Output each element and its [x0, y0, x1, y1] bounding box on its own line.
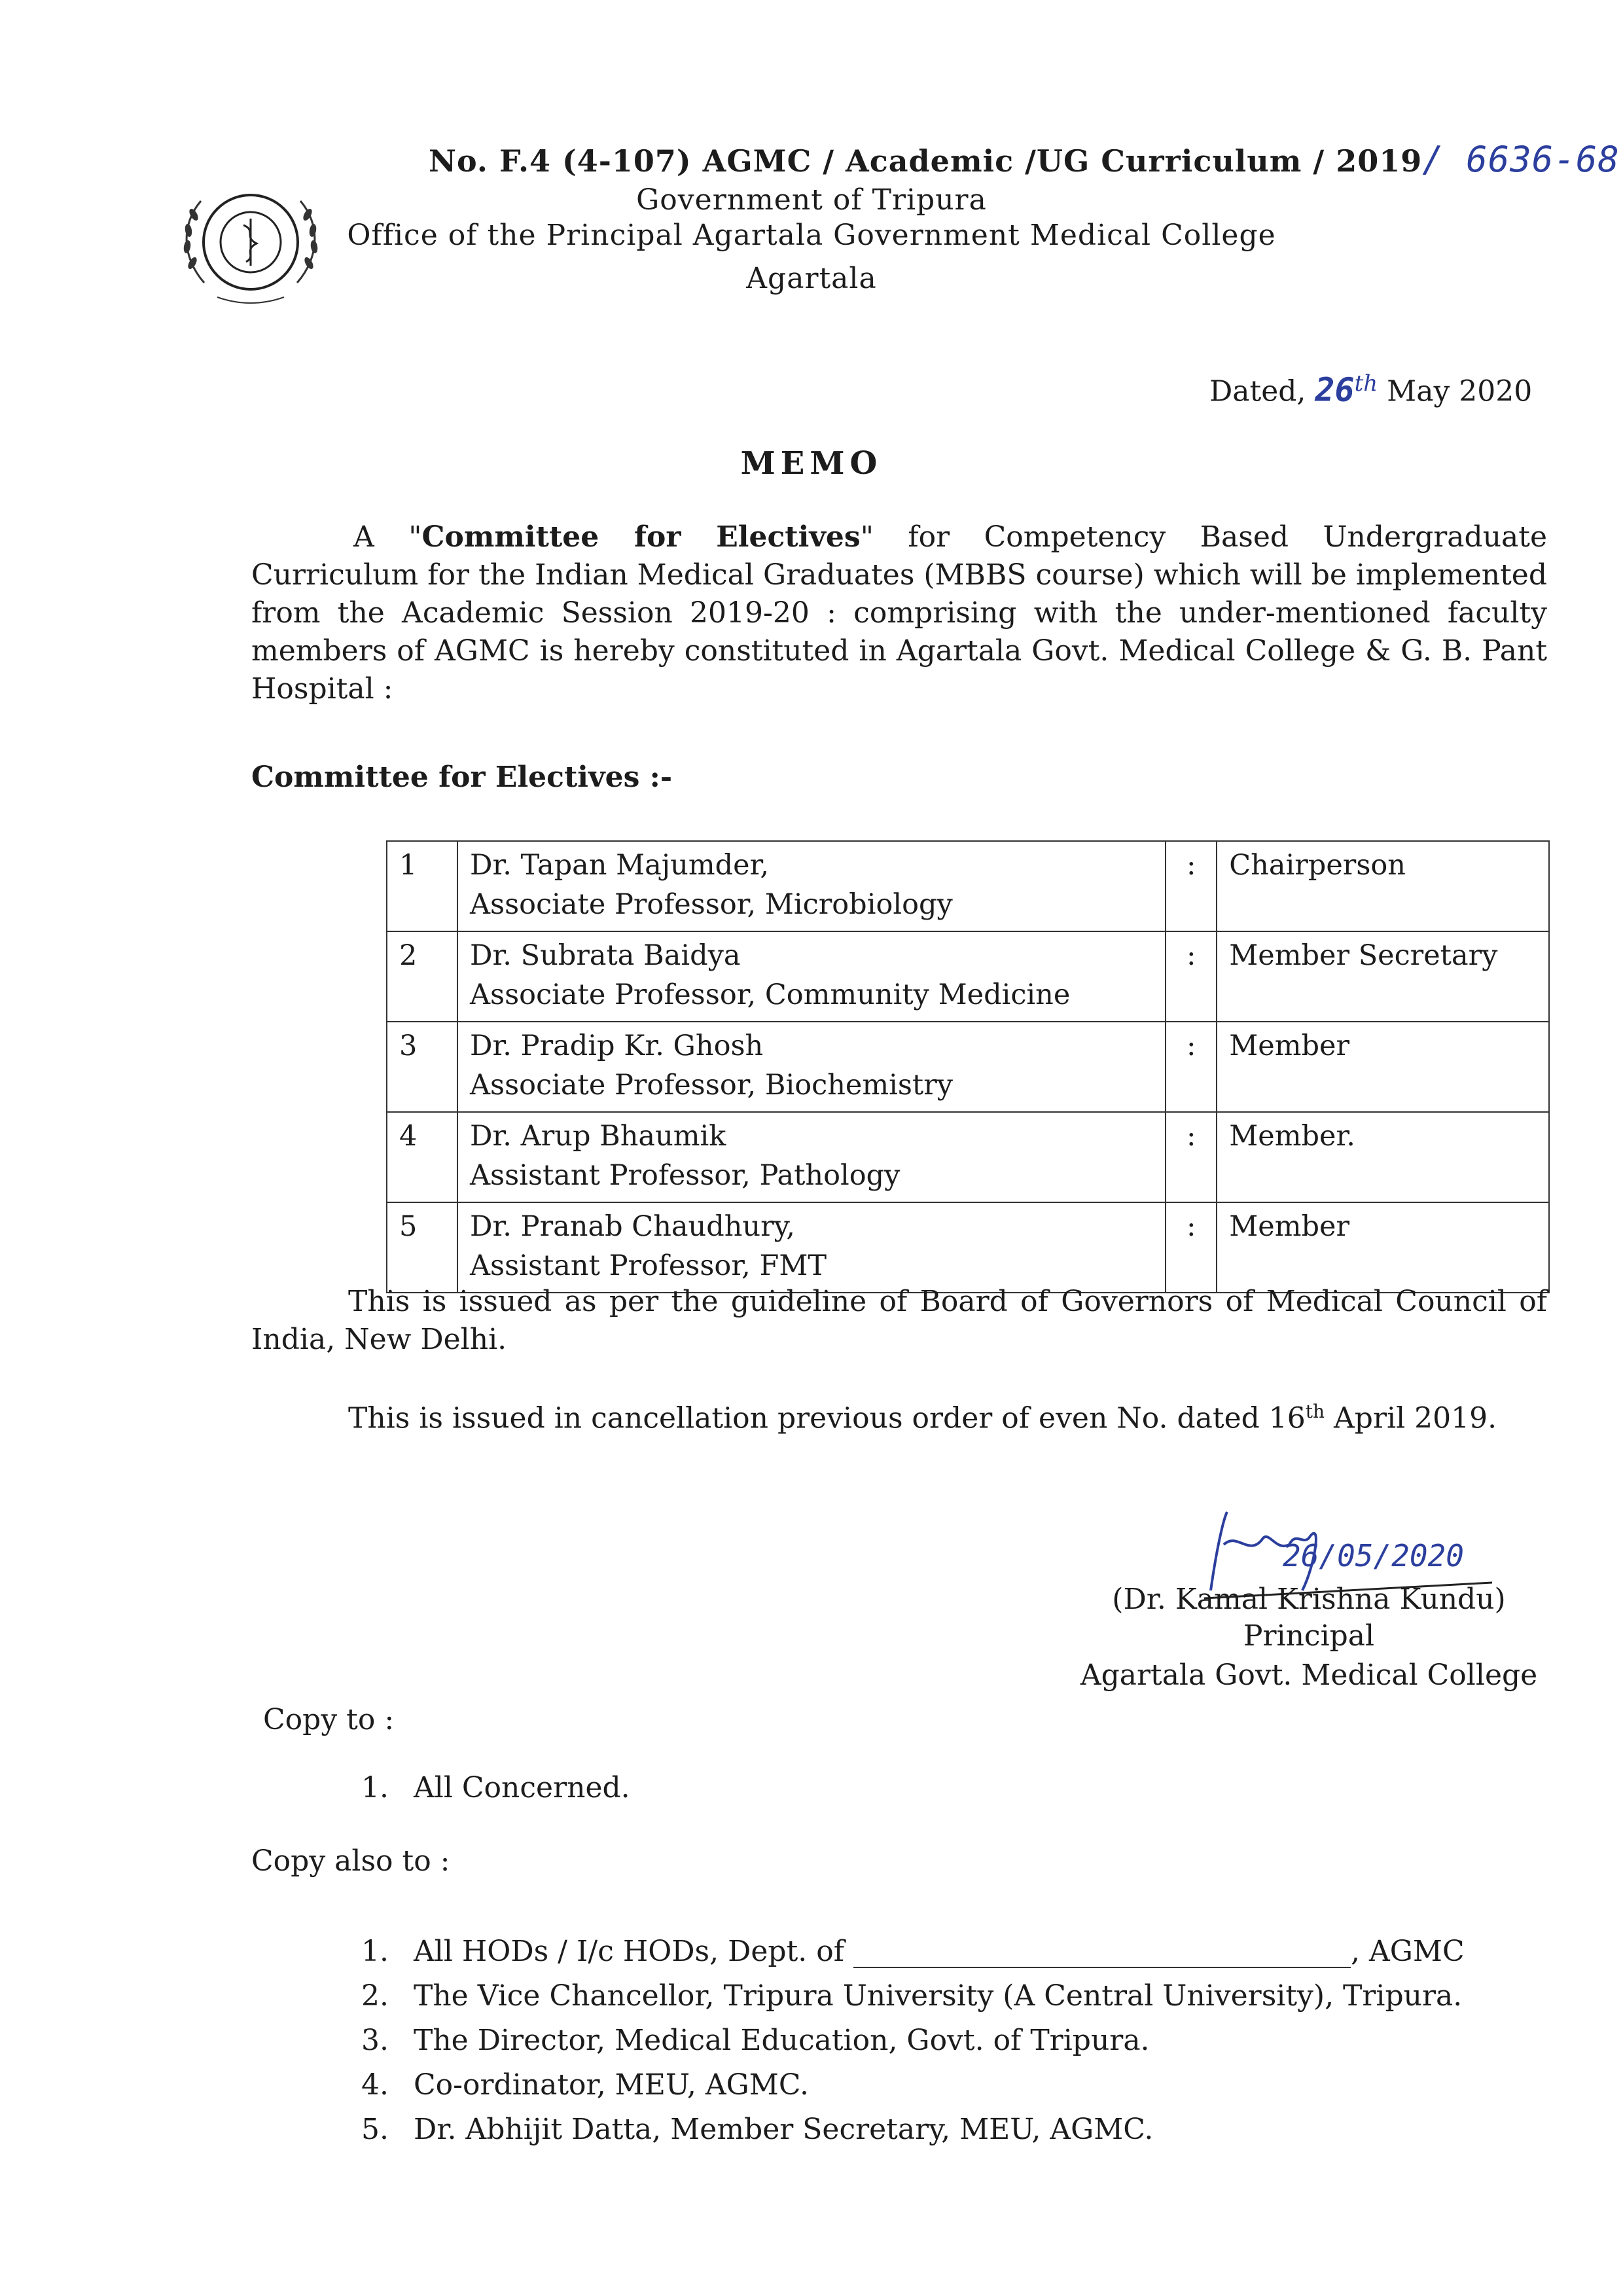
separator: : — [1166, 1022, 1217, 1112]
copy-to-label: Copy to : — [263, 1703, 395, 1736]
member-name: Dr. Pradip Kr. Ghosh — [470, 1030, 764, 1062]
copy-to-item-number: 1. — [361, 1771, 389, 1804]
copy-also-to-label: Copy also to : — [251, 1844, 450, 1878]
memo-title: MEMO — [740, 445, 883, 482]
member-cell — [457, 841, 1166, 931]
signature-date-handwritten: 26/05/2020 — [1283, 1538, 1464, 1573]
row-number: 4 — [387, 1112, 457, 1202]
copy-also-item-text: Dr. Abhijit Datta, Member Secretary, MEU, AGMC. — [413, 2113, 1154, 2146]
committee-table — [386, 840, 1550, 1293]
member-role: Member — [1217, 1202, 1549, 1293]
copy-also-item-number: 4. — [361, 2068, 389, 2102]
copy-also-item — [361, 1935, 1465, 1968]
member-cell — [457, 1202, 1166, 1293]
member-cell — [457, 1022, 1166, 1112]
date-day-handwritten: 26 — [1315, 370, 1355, 409]
member-role: Chairperson — [1217, 841, 1549, 931]
table-row — [387, 1022, 1549, 1112]
member-cell — [457, 1112, 1166, 1202]
committee-heading: Committee for Electives :- — [251, 761, 673, 794]
table-row — [387, 1202, 1549, 1293]
intro-part1: A " — [353, 520, 422, 554]
copy-also-item-suffix: , AGMC — [1351, 1935, 1465, 1968]
date-prefix: Dated, — [1209, 374, 1306, 408]
copy-to-item-text: All Concerned. — [413, 1771, 630, 1804]
separator: : — [1166, 841, 1217, 931]
signatory-organisation: Agartala Govt. Medical College — [1080, 1659, 1538, 1692]
date-month-year: May 2020 — [1387, 374, 1533, 408]
row-number: 3 — [387, 1022, 457, 1112]
header-office: Office of the Principal Agartala Government Medical College — [347, 219, 1276, 252]
member-designation: Associate Professor, Community Medicine — [470, 978, 1071, 1011]
copy-also-item-number: 5. — [361, 2113, 389, 2146]
note-cancellation-text: This is issued in cancellation previous order of even No. dated 16 — [348, 1401, 1306, 1435]
table-row — [387, 1112, 1549, 1202]
intro-bold: Committee for Electives — [421, 520, 861, 554]
member-name: Dr. Arup Bhaumik — [470, 1120, 726, 1153]
copy-also-item — [361, 2024, 1150, 2057]
separator: : — [1166, 1112, 1217, 1202]
member-designation: Assistant Professor, FMT — [470, 1249, 827, 1282]
member-cell — [457, 931, 1166, 1022]
note-cancellation-sup: th — [1305, 1401, 1325, 1422]
header-government: Government of Tripura — [636, 183, 987, 217]
reference-handwritten: / 6636-68 — [1422, 139, 1620, 180]
intro-part2: " for Competency Based Undergraduate Curriculum for the Indian Medical Graduates (MBBS course) which will be implemented from the Academic Session 2019-20 : comprising with the under-mentioned faculty members of AGMC is hereby constituted in Agartala Govt. Medical College & G. B. Pant Hospital : — [251, 520, 1547, 706]
table-row — [387, 841, 1549, 931]
copy-also-item-text: The Director, Medical Education, Govt. of Tripura. — [413, 2024, 1150, 2057]
separator: : — [1166, 1202, 1217, 1293]
member-name: Dr. Tapan Majumder, — [470, 849, 770, 882]
department-blank-line — [853, 1941, 1351, 1968]
signatory-name: (Dr. Kamal Krishna Kundu) — [1112, 1583, 1506, 1616]
reference-printed: No. F.4 (4-107) AGMC / Academic /UG Curriculum / 2019 — [429, 143, 1423, 179]
copy-also-item-number: 2. — [361, 1979, 389, 2013]
copy-also-item — [361, 2068, 809, 2102]
copy-also-item-text: The Vice Chancellor, Tripura University (A Central University), Tripura. — [413, 1979, 1463, 2013]
copy-also-item-prefix: All HODs / I/c HODs, Dept. of — [413, 1935, 845, 1968]
separator: : — [1166, 931, 1217, 1022]
copy-also-item — [361, 2113, 1153, 2146]
copy-to-item — [361, 1771, 630, 1804]
member-role: Member. — [1217, 1112, 1549, 1202]
member-designation: Assistant Professor, Pathology — [470, 1159, 901, 1192]
note-cancellation-end: April 2019. — [1325, 1401, 1497, 1435]
copy-also-item — [361, 1979, 1462, 2013]
row-number: 2 — [387, 931, 457, 1022]
table-row — [387, 931, 1549, 1022]
member-designation: Associate Professor, Microbiology — [470, 888, 953, 921]
row-number: 5 — [387, 1202, 457, 1293]
note-cancellation — [348, 1401, 1497, 1435]
copy-also-item-text: Co-ordinator, MEU, AGMC. — [413, 2068, 809, 2102]
date-line — [1209, 370, 1532, 409]
reference-number — [429, 139, 1620, 180]
note-guideline-text: This is issued as per the guideline of Board of Governors of Medical Council of India, New Delhi. — [251, 1285, 1547, 1356]
intro-paragraph — [251, 518, 1547, 708]
copy-also-item-number: 3. — [361, 2024, 389, 2057]
member-role: Member — [1217, 1022, 1549, 1112]
member-name: Dr. Pranab Chaudhury, — [470, 1210, 795, 1243]
copy-also-item-number: 1. — [361, 1935, 389, 1968]
member-designation: Associate Professor, Biochemistry — [470, 1069, 954, 1102]
member-role: Member Secretary — [1217, 931, 1549, 1022]
row-number: 1 — [387, 841, 457, 931]
note-guideline — [251, 1283, 1547, 1359]
member-name: Dr. Subrata Baidya — [470, 939, 741, 972]
signatory-title: Principal — [1243, 1619, 1375, 1653]
header-city: Agartala — [746, 262, 877, 295]
date-day-suffix: th — [1354, 370, 1378, 397]
